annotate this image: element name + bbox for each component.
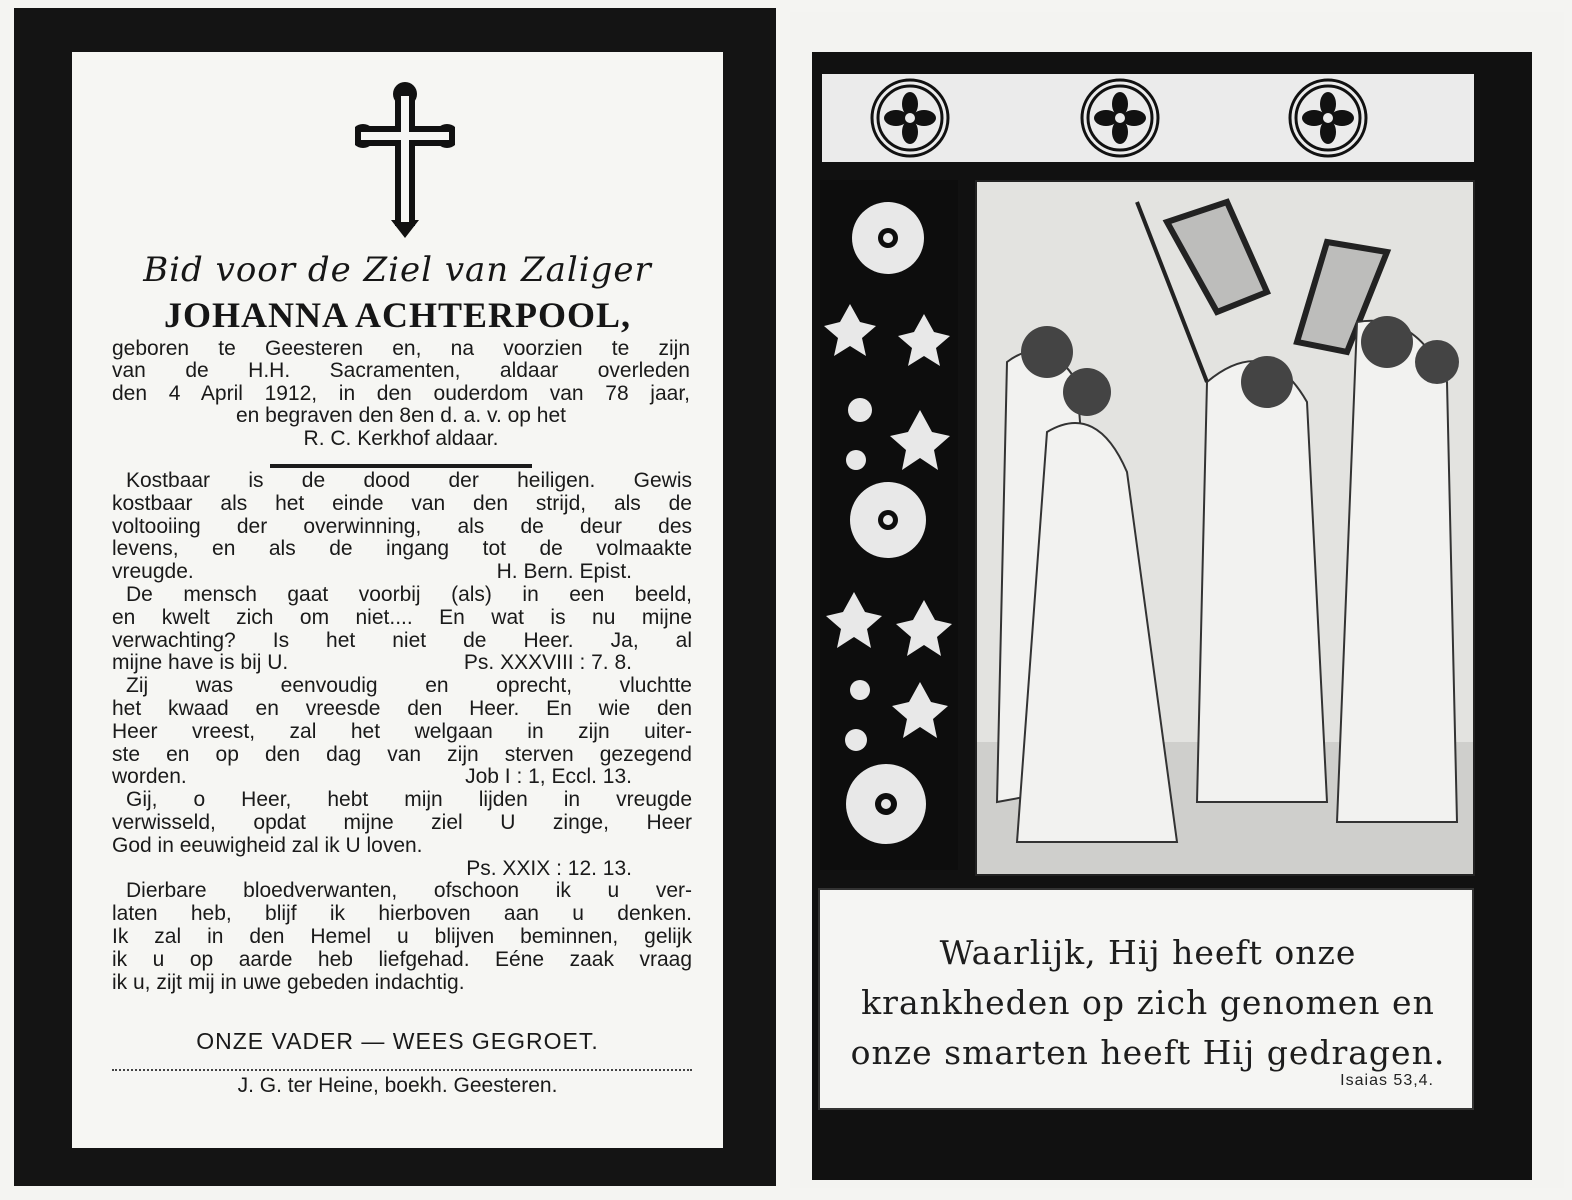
text-line: en kwelt zich om niet.... En wat is nu mijne [112,605,692,629]
rosette-ornaments [822,74,1474,162]
scripture-verse [820,928,1476,1078]
cross-bearing-scene [977,182,1473,874]
text-line: levens, en als de ingang tot de volmaakte [112,537,692,561]
verse-reference: Isaias 53,4. [1340,1072,1434,1089]
text-line: De mensch gaat voorbij (als) in een beeld, [126,582,692,606]
verse-panel [818,888,1474,1110]
bio-line: den 4 April 1912, in den ouderdom van 78 jaar, [112,381,690,405]
text-line: worden. [112,765,187,789]
verse-line: Waarlijk, Hij heeft onze [939,933,1357,972]
printer-imprint: J. G. ter Heine, boekh. Geesteren. [237,1074,558,1097]
bio-line: R. C. Kerkhof aldaar. [303,426,499,450]
cross-icon [355,80,455,238]
flower-ornaments [820,180,958,870]
text-line: God in eeuwigheid zal ik U loven. [112,833,423,857]
text-line: Heer vreest, zal het welgaan in zijn uiter- [112,719,692,743]
text-line: verwachting? Is het niet de Heer. Ja, al [112,628,692,652]
devotional-illustration [975,180,1475,876]
text-line: Kostbaar is de dood der heiligen. Gewis [126,469,692,492]
text-line: Ik zal in den Hemel u blijven beminnen, gelijk [112,924,692,948]
scripture-text [112,470,692,994]
dotted-divider [112,1069,692,1071]
verse-line: krankheden op zich genomen en [861,983,1435,1022]
text-line: ste en op den dag van zijn sterven gezegend [112,742,692,766]
floral-border-column [820,180,958,870]
text-line: voltooiing der overwinning, als de deur des [112,514,692,538]
citation: Ps. XXIX : 12. 13. [466,856,632,880]
left-card-mourning-border [14,8,776,1186]
biography-block [112,338,690,450]
text-line: laten heb, blijf ik hierboven aan u denken. [112,902,692,926]
closing-prayer: ONZE VADER — WEES GEGROET. [196,1028,599,1054]
text-line: Zij was eenvoudig en oprecht, vluchtte [126,674,692,698]
text-line: het kwaad en vreesde den Heer. En wie den [112,696,692,720]
divider-rule [270,464,532,468]
left-card-text-panel [72,52,723,1148]
rosette-band [822,74,1474,162]
text-line: ik u, zijt mij in uwe gebeden indachtig. [112,970,465,994]
text-line: verwisseld, opdat mijne ziel U zinge, Heer [112,810,692,834]
bio-line: en begraven den 8en d. a. v. op het [235,404,567,428]
text-line: vreugde. [112,560,194,584]
bio-line: geboren te Geesteren en, na voorzien te zijn [112,337,690,360]
text-line: Gij, o Heer, hebt mijn lijden in vreugde [126,788,692,812]
verse-line: onze smarten heeft Hij gedragen. [850,1033,1446,1072]
citation: Job I : 1, Eccl. 13. [465,765,632,789]
citation: H. Bern. Epist. [496,560,632,584]
bio-line: van de H.H. Sacramenten, aldaar overleden [112,359,690,383]
text-line: Dierbare bloedverwanten, ofschoon ik u ver- [126,879,692,903]
text-line: kostbaar als het einde van den strijd, als de [112,491,692,515]
text-line: mijne have is bij U. [112,651,289,675]
text-line: ik u op aarde heb liefgehad. Eéne zaak vraag [112,947,692,971]
invocation-heading: Bid voor de Ziel van Zaliger [143,250,652,290]
citation: Ps. XXXVIII : 7. 8. [463,651,632,675]
deceased-name: JOHANNA ACHTERPOOL, [163,295,632,335]
